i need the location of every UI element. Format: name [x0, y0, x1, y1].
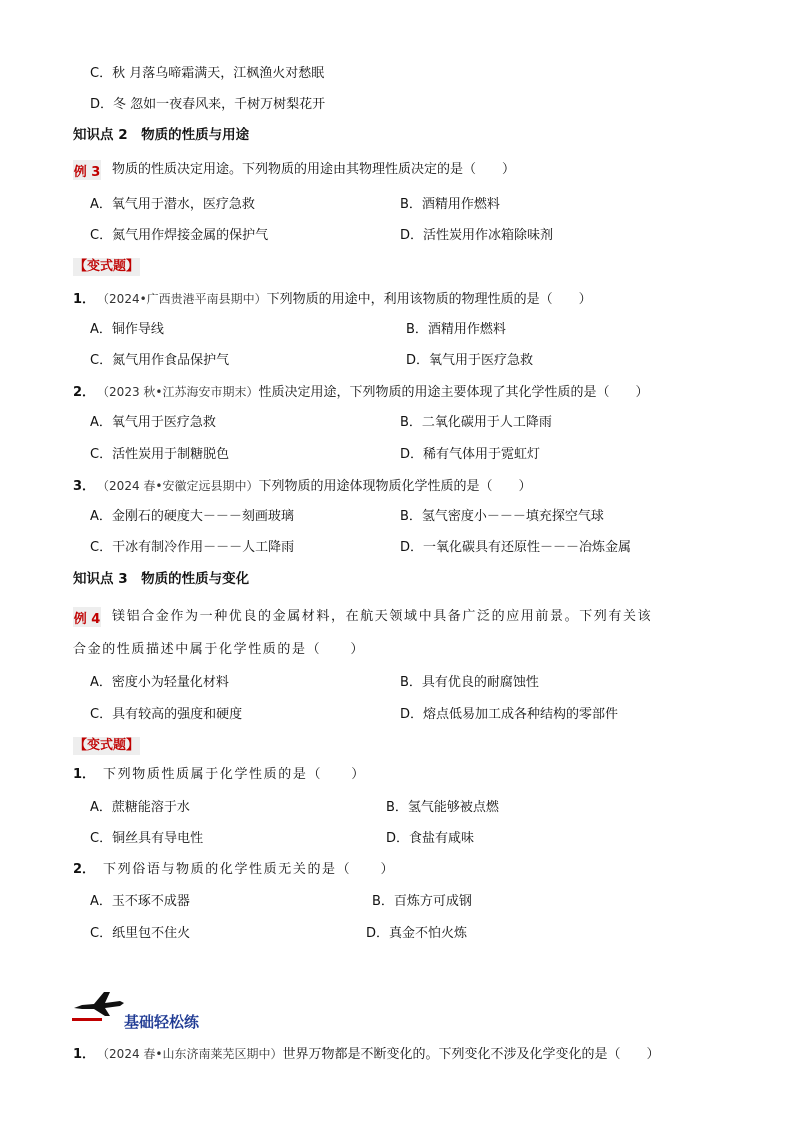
variant-1-q3-option-a: A．金刚石的硬度大－－－刻画玻璃 — [90, 509, 294, 524]
question-source: （2024 春•山东济南莱芜区期中） — [103, 1047, 283, 1061]
variant-1-question-1 — [73, 290, 592, 309]
example-4-option-b: B．具有优良的耐腐蚀性 — [400, 675, 539, 690]
question-number: 2． — [73, 862, 96, 877]
example-4-stem-line-1: 镁铝合金作为一种优良的金属材料，在航天领域中具备广泛的应用前景。下列有关该 — [112, 609, 653, 624]
question-number: 1． — [73, 1047, 96, 1062]
variant-1-q3-option-d: D．一氧化碳具有还原性－－－冶炼金属 — [400, 540, 632, 555]
knowledge-point-3-heading: 知识点 3 物质的性质与变化 — [73, 571, 250, 587]
question-stem: 世界万物都是不断变化的。下列变化不涉及化学变化的是（ ） — [282, 1047, 660, 1062]
variant-1-q1-option-a: A．铜作导线 — [90, 322, 164, 337]
variant-1-question-3 — [73, 477, 532, 496]
example-4-stem-line-2: 合金的性质描述中属于化学性质的是（ ） — [73, 642, 366, 657]
variant-1-q1-option-d: D．氧气用于医疗急救 — [406, 353, 534, 368]
example-3-badge: 例 3 — [73, 160, 101, 180]
example-3-option-b: B．酒精用作燃料 — [400, 197, 500, 212]
question-number: 3． — [73, 479, 96, 494]
variant-1-q2-option-d: D．稀有气体用于霓虹灯 — [400, 447, 541, 462]
variant-2-q2-option-b: B．百炼方可成钢 — [372, 894, 472, 909]
example-3-option-a: A．氧气用于潜水，医疗急救 — [90, 197, 255, 212]
example-3-option-c: C．氮气用作焊接金属的保护气 — [90, 228, 269, 243]
variant-1-q2-option-c: C．活性炭用于制糖脱色 — [90, 447, 230, 462]
variant-heading: 【变式题】 — [74, 738, 140, 753]
variant-2-q1-option-a: A．蔗糖能溶于水 — [90, 800, 190, 815]
variant-1-q1-option-b: B．酒精用作燃料 — [406, 322, 506, 337]
question-stem: 下列物质性质属于化学性质的是（ ） — [103, 767, 366, 782]
option-c: C．秋 月落乌啼霜满天，江枫渔火对愁眠 — [90, 66, 325, 81]
variant-2-q1-option-b: B．氢气能够被点燃 — [386, 800, 499, 815]
practice-question-1 — [73, 1045, 660, 1064]
example-3-option-d: D．活性炭用作冰箱除味剂 — [400, 228, 554, 243]
question-number: 1． — [73, 292, 96, 307]
example-4-option-d: D．熔点低易加工成各种结构的零部件 — [400, 707, 619, 722]
question-number: 1． — [73, 767, 96, 782]
example-4-option-c: C．具有较高的强度和硬度 — [90, 707, 243, 722]
variant-2-q2-option-c: C．纸里包不住火 — [90, 926, 191, 941]
variant-2-q1-option-c: C．铜丝具有导电性 — [90, 831, 204, 846]
knowledge-point-2-heading: 知识点 2 物质的性质与用途 — [73, 127, 250, 143]
question-stem: 性质决定用途，下列物质的用途主要体现了其化学性质的是（ ） — [258, 385, 649, 400]
question-stem: 下列物质的用途中，利用该物质的物理性质的是（ ） — [266, 292, 592, 307]
variant-heading: 【变式题】 — [74, 259, 140, 274]
variant-1-q1-option-c: C．氮气用作食品保护气 — [90, 353, 230, 368]
variant-1-question-2 — [73, 383, 649, 402]
variant-2-q2-option-a: A．玉不琢不成器 — [90, 894, 190, 909]
example-4-badge: 例 4 — [73, 607, 101, 627]
airplane-icon — [72, 988, 126, 1022]
question-source: （2023 秋•江苏海安市期末） — [103, 385, 259, 399]
variant-1-q3-option-c: C．干冰有制冷作用－－－人工降雨 — [90, 540, 295, 555]
question-source: （2024 春•安徽定远县期中） — [103, 479, 259, 493]
question-stem: 下列俗语与物质的化学性质无关的是（ ） — [103, 862, 396, 877]
option-d: D．冬 忽如一夜春风来，千树万树梨花开 — [90, 97, 326, 112]
practice-section-title: 基础轻松练 — [124, 1013, 200, 1031]
variant-2-question-2 — [73, 861, 395, 879]
variant-2-question-1 — [73, 766, 366, 784]
example-4-option-a: A．密度小为轻量化材料 — [90, 675, 229, 690]
variant-1-q2-option-a: A．氧气用于医疗急救 — [90, 415, 216, 430]
question-number: 2． — [73, 385, 96, 400]
question-stem: 下列物质的用途体现物质化学性质的是（ ） — [258, 479, 532, 494]
variant-2-q1-option-d: D．食盐有咸味 — [386, 831, 475, 846]
variant-2-q2-option-d: D．真金不怕火炼 — [366, 926, 468, 941]
question-source: （2024•广西贵港平南县期中） — [103, 292, 267, 306]
variant-1-q2-option-b: B．二氧化碳用于人工降雨 — [400, 415, 552, 430]
variant-1-q3-option-b: B．氢气密度小－－－填充探空气球 — [400, 509, 604, 524]
example-3-stem: 物质的性质决定用途。下列物质的用途由其物理性质决定的是（ ） — [112, 162, 516, 177]
